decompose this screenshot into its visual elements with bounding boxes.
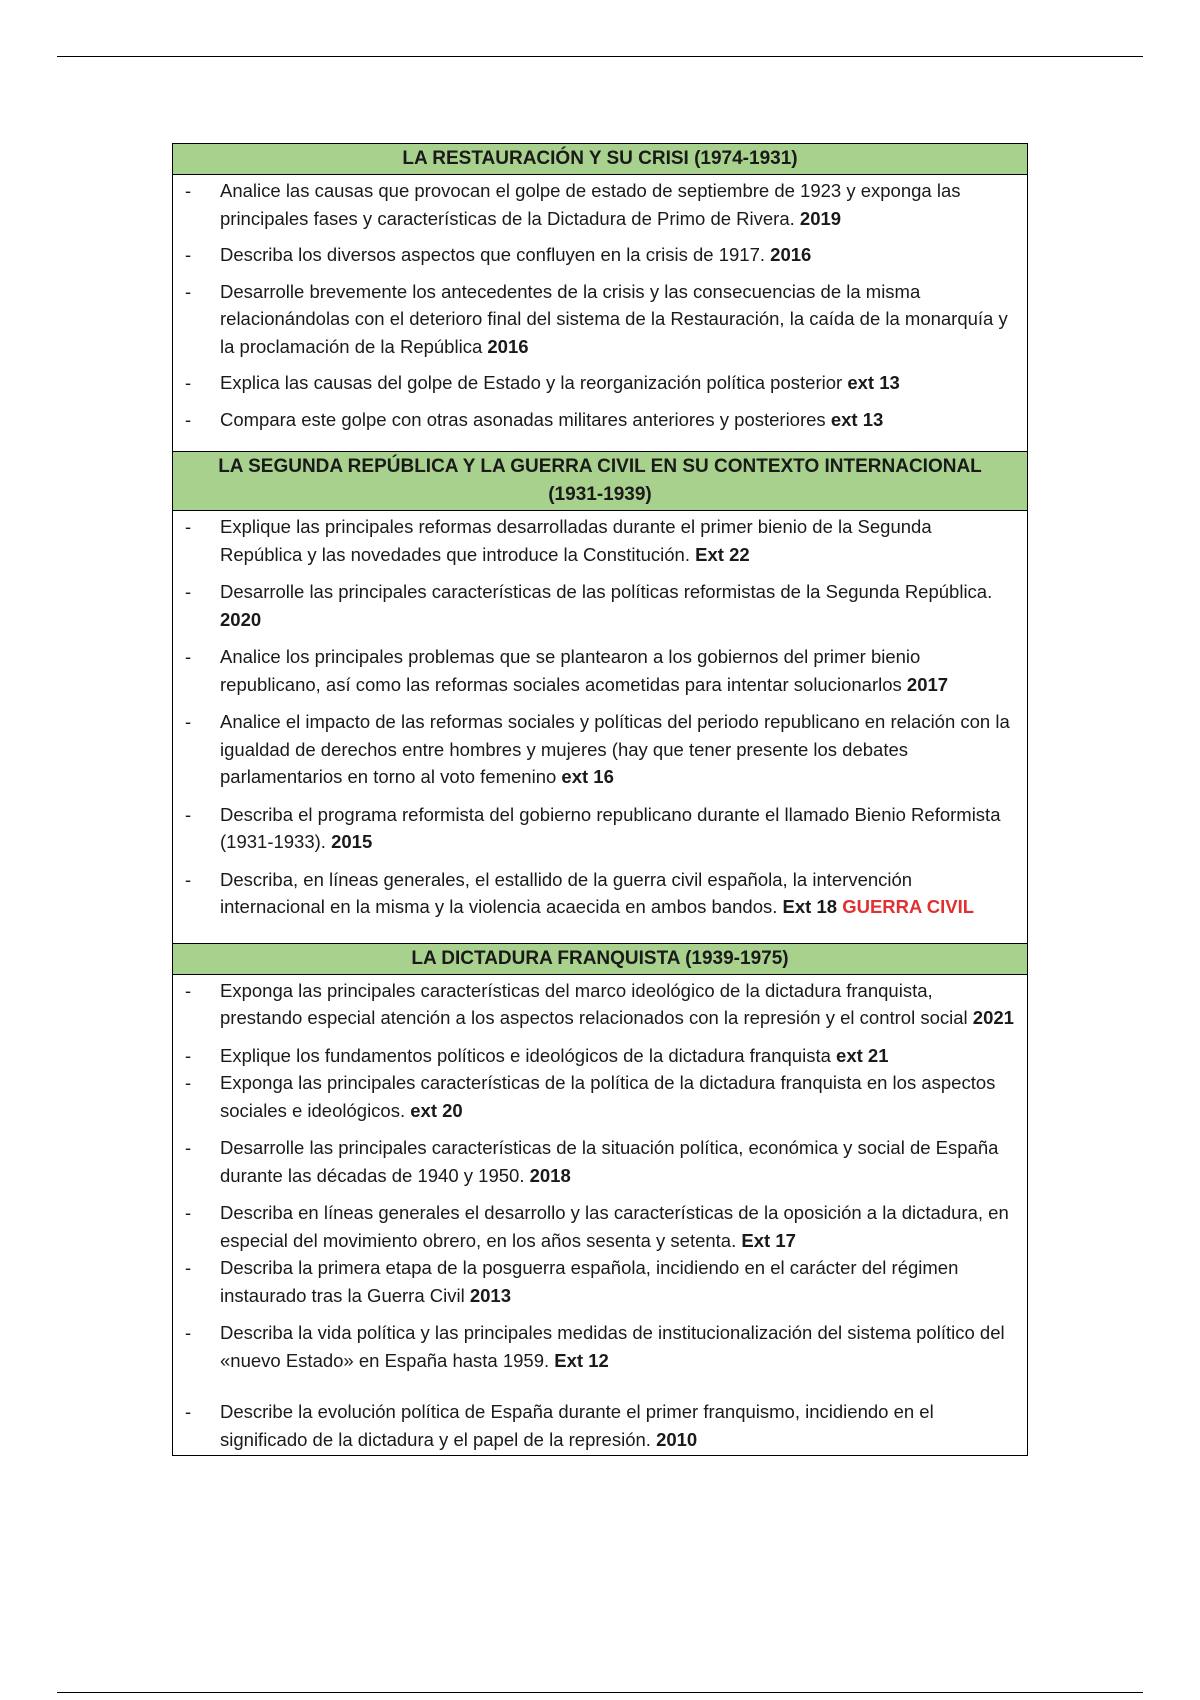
list-item: - Exponga las principales características de la política de la dictadura franquista en los aspectos sociales e ideológicos. ext 20 [185, 1072, 996, 1121]
list-item: - Desarrolle brevemente los antecedentes de la crisis y las consecuencias de la misma relacionándolas con el deterioro final del sistema de la Restauración, la caída de la monarquía y la proclamación de la República 2016 [185, 280, 1008, 357]
list-item: - Desarrolle las principales características de las políticas reformistas de la Segunda República. 2020 [185, 581, 993, 630]
list-item: - Explique las principales reformas desarrolladas durante el primer bienio de la Segunda República y las novedades que introduce la Constitución. Ext 22 [185, 516, 932, 565]
topic-tag: GUERRA CIVIL [842, 896, 975, 917]
list-item: - Describa en líneas generales el desarrollo y las características de la oposición a la dictadura, en especial del movimiento obrero, en los años sesenta y setenta. Ext 17 [185, 1202, 1009, 1251]
exam-questions-table [172, 143, 1028, 1456]
list-item: - Analice el impacto de las reformas sociales y políticas del periodo republicano en relación con la igualdad de derechos entre hombres y mujeres (hay que tener presente los debates parlamentarios en torno al voto femenino ext 16 [185, 711, 1010, 787]
top-rule [57, 56, 1143, 57]
list-item: - Describa la primera etapa de la posguerra española, incidiendo en el carácter del régimen instaurado tras la Guerra Civil 2013 [185, 1257, 959, 1306]
list-item: - Explique los fundamentos políticos e ideológicos de la dictadura franquista ext 21 [185, 1044, 889, 1066]
list-item: - Describa, en líneas generales, el estallido de la guerra civil española, la intervención internacional en la misma y la violencia acaecida en ambos bandos. Ext 18 GUERRA CIVIL [185, 868, 975, 917]
list-item: - Analice los principales problemas que se plantearon a los gobiernos del primer bienio republicano, así como las reformas sociales acometidas para intentar solucionarlos 2017 [185, 646, 949, 695]
list-item: - Describa los diversos aspectos que confluyen en la crisis de 1917. 2016 [185, 244, 812, 265]
list-item: - Describa el programa reformista del gobierno republicano durante el llamado Bienio Reformista (1931-1933). 2015 [185, 803, 1001, 852]
list-item: - Desarrolle las principales características de la situación política, económica y social de España durante las décadas de 1940 y 1950. 2018 [185, 1137, 999, 1186]
bottom-rule [57, 1692, 1143, 1693]
section-restauracion [173, 144, 1027, 451]
section-dictadura-franquista [173, 943, 1027, 1456]
list-item: - Analice las causas que provocan el golpe de estado de septiembre de 1923 y exponga las principales fases y características de la Dictadura de Primo de Rivera. 2019 [185, 180, 961, 229]
section-title: LA DICTADURA FRANQUISTA (1939-1975) [173, 943, 1027, 975]
list-item: - Explica las causas del golpe de Estado y la reorganización política posterior ext 13 [185, 372, 900, 393]
list-item: - Describa la vida política y las principales medidas de institucionalización del sistema político del «nuevo Estado» en España hasta 1959. Ext 12 [185, 1322, 1005, 1371]
list-item: - Describe la evolución política de España durante el primer franquismo, incidiendo en el significado de la dictadura y el papel de la represión. 2010 [185, 1401, 934, 1450]
list-item: - Exponga las principales características del marco ideológico de la dictadura franquista, prestando especial atención a los aspectos relacionados con la represión y el control social 2021 [185, 979, 1014, 1028]
section-title: LA SEGUNDA REPÚBLICA Y LA GUERRA CIVIL EN SU CONTEXTO INTERNACIONAL (1931-1939) [173, 451, 1027, 511]
section-title: LA RESTAURACIÓN Y SU CRISI (1974-1931) [173, 144, 1027, 175]
list-item: - Compara este golpe con otras asonadas militares anteriores y posteriores ext 13 [185, 408, 884, 430]
section-segunda-republica [173, 451, 1027, 943]
